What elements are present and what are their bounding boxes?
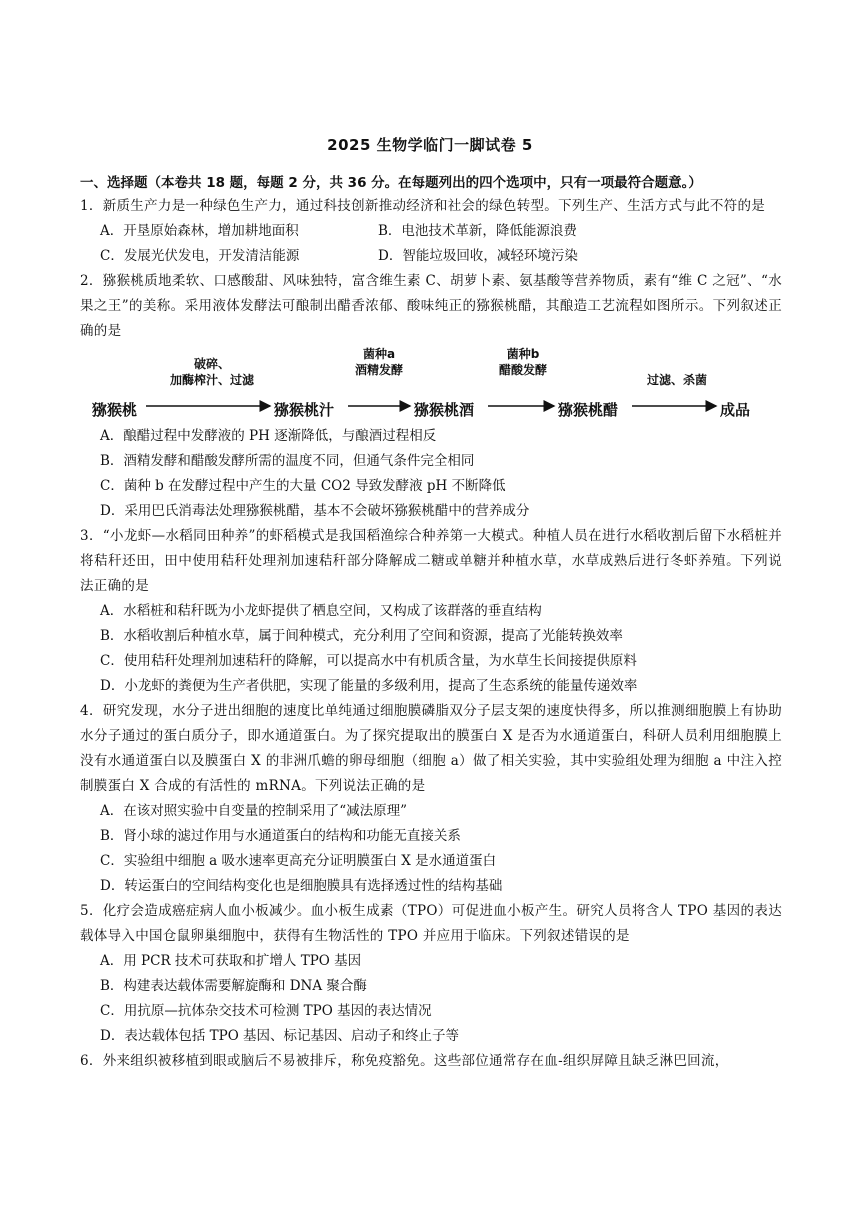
- flow-node-juice: 猕猴桃汁: [274, 401, 335, 419]
- option-c[interactable]: C．实验组中细胞 a 吸水速率更高充分证明膜蛋白 X 是水通道蛋白: [100, 853, 497, 869]
- flow-step-2-label: 菌种a 酒精发酵: [354, 347, 403, 377]
- option-d[interactable]: D．表达载体包括 TPO 基因、标记基因、启动子和终止子等: [100, 1028, 460, 1044]
- question-stem: 5．化疗会造成癌症病人血小板减少。血小板生成素（TPO）可促进血小板产生。研究人员将含人 TPO 基因的表达载体导入中国仓鼠卵巢细胞中，获得有生物活性的 TPO 并应用于临床。下列叙述错误的是: [80, 903, 782, 944]
- option-c[interactable]: C．用抗原—抗体杂交技术可检测 TPO 基因的表达情况: [100, 1003, 432, 1019]
- flow-node-product: 成品: [720, 401, 751, 419]
- option-c[interactable]: C．使用秸秆处理剂加速秸秆的降解，可以提高水中有机质含量，为水草生长间接提供原料: [100, 653, 637, 669]
- option-b[interactable]: B．构建表达载体需要解旋酶和 DNA 聚合酶: [100, 978, 367, 994]
- question-stem: 2．猕猴桃质地柔软、口感酸甜、风味独特，富含维生素 C、胡萝卜素、氨基酸等营养物质，素有“维 C 之冠”、“水果之王”的美称。采用液体发酵法可酿制出醋香浓郁、酸味纯正的猕猴桃醋，其酿造工艺流程如图所示。下列叙述正确的是: [80, 273, 782, 339]
- question-list: [80, 194, 782, 1074]
- exam-title: 2025 生物学临门一脚试卷 5: [327, 136, 533, 154]
- option-b[interactable]: B．肾小球的滤过作用与水通道蛋白的结构和功能无直接关系: [100, 828, 461, 844]
- question-5: [80, 899, 782, 1049]
- option-d[interactable]: D．转运蛋白的空间结构变化也是细胞膜具有选择透过性的结构基础: [100, 878, 503, 894]
- process-flow-diagram: [74, 344, 774, 424]
- option-b[interactable]: B．电池技术革新，降低能源浪费: [378, 223, 577, 239]
- question-stem: 3．“小龙虾—水稻同田种养”的虾稻模式是我国稻渔综合种养第一大模式。种植人员在进行水稻收割后留下水稻桩并将秸秆还田，田中使用秸秆处理剂加速秸秆部分降解成二糖或单糖并种植水草，水草成熟后进行冬虾养殖。下列说法正确的是: [80, 528, 782, 594]
- question-stem: 1．新质生产力是一种绿色生产力，通过科技创新推动经济和社会的绿色转型。下列生产、生活方式与此不符的是: [80, 198, 766, 214]
- question-stem: 4．研究发现，水分子进出细胞的速度比单纯通过细胞膜磷脂双分子层支架的速度快得多，所以推测细胞膜上有协助水分子通过的蛋白质分子，即水通道蛋白。为了探究提取出的膜蛋白 X 是否为水通道蛋白，科研人员利用细胞膜上没有水通道蛋白以及膜蛋白 X 的非洲爪蟾的卵母细胞（细胞 a）做了相关实验，其中实验组处理为细胞 a 中注入控制膜蛋白 X 合成的有活性的 mRNA。下列说法正确的是: [80, 703, 782, 794]
- option-row: [100, 219, 782, 244]
- option-c[interactable]: C．菌种 b 在发酵过程中产生的大量 CO2 导致发酵液 pH 不断降低: [100, 478, 506, 494]
- question-stem: 6．外来组织被移植到眼或脑后不易被排斥，称免疫豁免。这些部位通常存在血-组织屏障且缺乏淋巴回流，: [80, 1053, 729, 1069]
- flow-step-1-label: 破碎、 加酶榨汁、过滤: [169, 357, 254, 387]
- flow-step-4-label: 过滤、杀菌: [646, 373, 707, 387]
- option-d[interactable]: D．采用巴氏消毒法处理猕猴桃醋，基本不会破坏猕猴桃醋中的营养成分: [100, 503, 530, 519]
- option-a[interactable]: A．开垦原始森林，增加耕地面积: [100, 223, 299, 239]
- option-d[interactable]: D．智能垃圾回收，减轻环境污染: [378, 248, 578, 264]
- question-4: [80, 699, 782, 899]
- option-a[interactable]: A．用 PCR 技术可获取和扩增人 TPO 基因: [100, 953, 362, 969]
- question-3: [80, 524, 782, 699]
- option-a[interactable]: A．酿醋过程中发酵液的 PH 逐渐降低，与酿酒过程相反: [100, 428, 437, 444]
- section-heading: 一、选择题（本卷共 18 题，每题 2 分，共 36 分。在每题列出的四个选项中，只有一项最符合题意。）: [80, 175, 702, 191]
- question-2: [80, 269, 782, 524]
- flow-node-kiwi: 猕猴桃: [92, 401, 138, 419]
- option-a[interactable]: A．在该对照实验中自变量的控制采用了“减法原理”: [100, 803, 408, 819]
- flow-node-wine: 猕猴桃酒: [414, 401, 475, 419]
- question-1: [80, 194, 782, 269]
- option-b[interactable]: B．水稻收割后种植水草，属于间种模式，充分利用了空间和资源，提高了光能转换效率: [100, 628, 623, 644]
- option-a[interactable]: A．水稻桩和秸秆既为小龙虾提供了栖息空间，又构成了该群落的垂直结构: [100, 603, 542, 619]
- option-d[interactable]: D．小龙虾的粪便为生产者供肥，实现了能量的多级利用，提高了生态系统的能量传递效率: [100, 678, 638, 694]
- option-row: [100, 244, 782, 269]
- question-6: [80, 1049, 782, 1074]
- option-b[interactable]: B．酒精发酵和醋酸发酵所需的温度不同，但通气条件完全相同: [100, 453, 475, 469]
- flow-node-vinegar: 猕猴桃醋: [558, 401, 619, 419]
- flow-step-3-label: 菌种b 醋酸发酵: [498, 347, 547, 377]
- option-c[interactable]: C．发展光伏发电，开发清洁能源: [100, 248, 300, 264]
